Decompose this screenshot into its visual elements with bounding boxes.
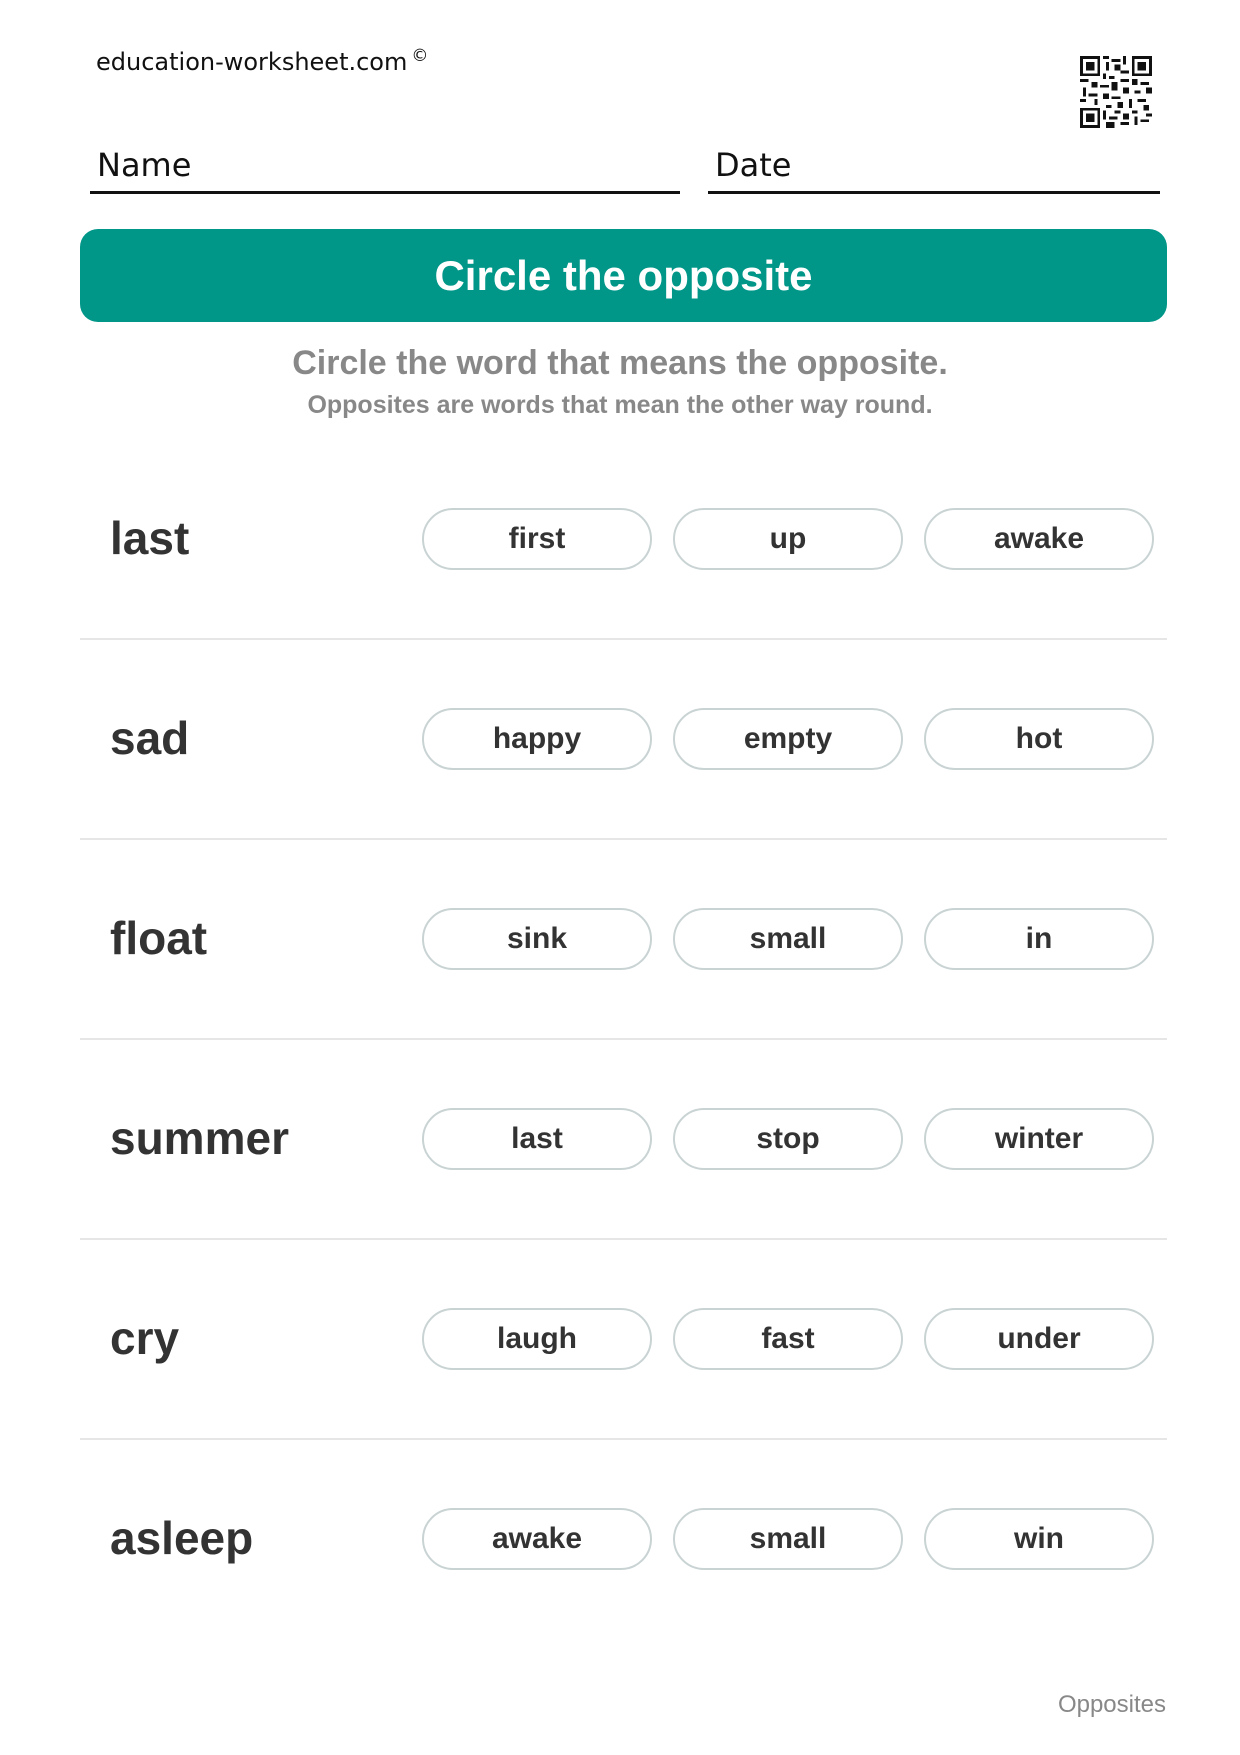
answer-option[interactable]: sink	[422, 908, 652, 970]
name-label: Name	[97, 146, 192, 184]
answer-option[interactable]: awake	[924, 508, 1154, 570]
name-field[interactable]	[90, 140, 680, 194]
copyright-symbol: ©	[411, 46, 429, 66]
target-word: float	[110, 912, 208, 964]
title-banner	[80, 229, 1167, 322]
target-word: asleep	[110, 1512, 254, 1564]
target-word: sad	[110, 712, 190, 764]
date-label: Date	[715, 146, 792, 184]
answer-option[interactable]: awake	[422, 1508, 652, 1570]
answer-option[interactable]: last	[422, 1108, 652, 1170]
question-row-2	[80, 638, 1167, 840]
answer-option[interactable]: first	[422, 508, 652, 570]
answer-option[interactable]: fast	[673, 1308, 903, 1370]
answer-option[interactable]: small	[673, 908, 903, 970]
question-row-6	[80, 1438, 1167, 1638]
answer-option[interactable]: laugh	[422, 1308, 652, 1370]
instruction-sub: Opposites are words that mean the other way round.	[307, 391, 933, 419]
question-row-3	[80, 838, 1167, 1040]
answer-option[interactable]: hot	[924, 708, 1154, 770]
qr-code-icon	[1080, 56, 1152, 128]
target-word: last	[110, 512, 190, 564]
site-credit	[96, 46, 428, 76]
question-row-5	[80, 1238, 1167, 1440]
target-word: summer	[110, 1112, 289, 1164]
date-field[interactable]	[708, 140, 1160, 194]
target-word: cry	[110, 1312, 180, 1364]
answer-option[interactable]: in	[924, 908, 1154, 970]
answer-option[interactable]: happy	[422, 708, 652, 770]
question-row-4	[80, 1038, 1167, 1240]
answer-option[interactable]: winter	[924, 1108, 1154, 1170]
footer-topic: Opposites	[1057, 1691, 1166, 1718]
page-title: Circle the opposite	[434, 251, 813, 299]
answer-option[interactable]: win	[924, 1508, 1154, 1570]
site-name: education-worksheet.com	[96, 48, 408, 76]
answer-option[interactable]: empty	[673, 708, 903, 770]
answer-option[interactable]: stop	[673, 1108, 903, 1170]
instruction-main: Circle the word that means the opposite.	[292, 344, 948, 382]
answer-option[interactable]: under	[924, 1308, 1154, 1370]
answer-option[interactable]: small	[673, 1508, 903, 1570]
answer-option[interactable]: up	[673, 508, 903, 570]
question-row-1	[80, 438, 1167, 640]
